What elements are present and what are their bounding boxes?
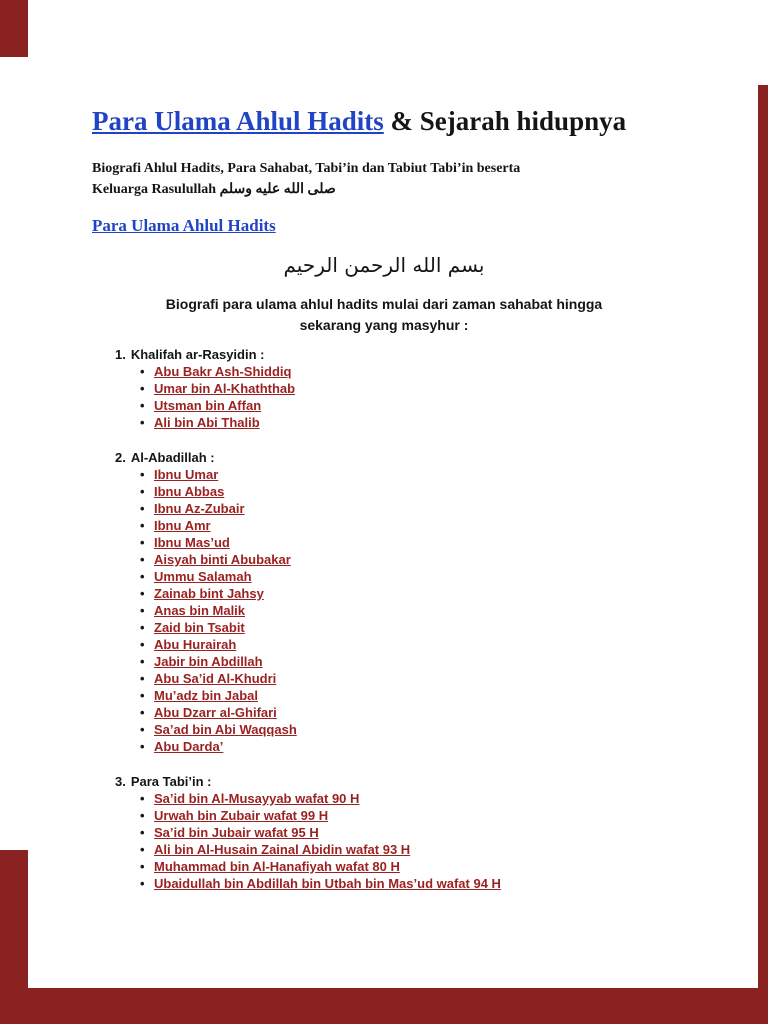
list-item (140, 602, 676, 619)
scholar-lists (92, 346, 676, 892)
list-item (140, 653, 676, 670)
document-title (92, 104, 676, 140)
page-edge-top-left (0, 0, 28, 57)
bullet-icon: • (140, 687, 145, 703)
bullet-icon: • (140, 466, 145, 482)
person-link[interactable]: Abu Sa’id Al-Khudri (154, 670, 277, 686)
bullet-icon: • (140, 585, 145, 601)
list-item (140, 670, 676, 687)
person-link[interactable]: Anas bin Malik (154, 602, 246, 618)
page-edge-right (758, 85, 768, 1024)
person-link[interactable]: Urwah bin Zubair wafat 99 H (154, 807, 329, 823)
bullet-icon: • (140, 619, 145, 635)
section-heading (115, 449, 676, 466)
title-suffix: & Sejarah hidupnya (383, 106, 627, 136)
bullet-icon: • (140, 858, 145, 874)
person-link[interactable]: Zainab bint Jahsy (154, 585, 264, 601)
person-link[interactable]: Ibnu Mas’ud (154, 534, 230, 550)
bullet-icon: • (140, 551, 145, 567)
list-item (140, 483, 676, 500)
subtitle-line-1: Biografi Ahlul Hadits, Para Sahabat, Tabi’in dan Tabiut Tabi’in beserta (92, 160, 521, 176)
bullet-icon: • (140, 602, 145, 618)
person-link[interactable]: Ali bin Al-Husain Zainal Abidin wafat 93 H (154, 841, 411, 857)
list-item (140, 875, 676, 892)
bullet-icon: • (140, 875, 145, 891)
list-item (140, 636, 676, 653)
person-link[interactable]: Jabir bin Abdillah (154, 653, 263, 669)
list-item (140, 414, 676, 431)
bullet-icon: • (140, 738, 145, 754)
section-abadillah (92, 449, 676, 755)
page-edge-bottom (0, 988, 768, 1024)
section-tabiin (92, 773, 676, 892)
list-item (140, 807, 676, 824)
bullet-icon: • (140, 500, 145, 516)
bullet-icon: • (140, 397, 145, 413)
bullet-icon: • (140, 534, 145, 550)
list-item (140, 568, 676, 585)
list-item (140, 500, 676, 517)
person-link[interactable]: Aisyah binti Abubakar (154, 551, 291, 567)
bullet-icon: • (140, 517, 145, 533)
bullet-icon: • (140, 704, 145, 720)
bullet-icon: • (140, 414, 145, 430)
bullet-icon: • (140, 636, 145, 652)
person-link[interactable]: Muhammad bin Al-Hanafiyah wafat 80 H (154, 858, 400, 874)
person-link[interactable]: Sa’id bin Jubair wafat 95 H (154, 824, 319, 840)
list-item (140, 380, 676, 397)
person-link[interactable]: Ibnu Umar (154, 466, 219, 482)
section-khalifah (92, 346, 676, 431)
section-title: Khalifah ar-Rasyidin : (130, 346, 265, 362)
bullet-icon: • (140, 807, 145, 823)
bullet-icon: • (140, 483, 145, 499)
person-link[interactable]: Zaid bin Tsabit (154, 619, 245, 635)
person-link[interactable]: Ibnu Az-Zubair (154, 500, 245, 516)
list-item (140, 841, 676, 858)
bullet-icon: • (140, 790, 145, 806)
person-link[interactable]: Ummu Salamah (154, 568, 252, 584)
intro-line-1: Biografi para ulama ahlul hadits mulai dari zaman sahabat hingga (165, 295, 603, 312)
person-link[interactable]: Abu Dzarr al-Ghifari (154, 704, 277, 720)
person-link[interactable]: Abu Darda’ (154, 738, 224, 754)
section-number: 2. (115, 449, 126, 465)
page-content (92, 104, 676, 892)
list-item (140, 585, 676, 602)
bullet-icon: • (140, 841, 145, 857)
person-link[interactable]: Ubaidullah bin Abdillah bin Utbah bin Mas’ud wafat 94 H (154, 875, 501, 891)
intro-line-2: sekarang yang masyhur : (299, 316, 469, 333)
bullet-icon: • (140, 568, 145, 584)
list-item (140, 738, 676, 755)
section-number: 3. (115, 773, 126, 789)
intro-text (92, 294, 676, 336)
person-link[interactable]: Sa’id bin Al-Musayyab wafat 90 H (154, 790, 360, 806)
list-item (140, 704, 676, 721)
section-number: 1. (115, 346, 126, 362)
section-link[interactable]: Para Ulama Ahlul Hadits (92, 215, 276, 235)
list-item (140, 824, 676, 841)
section-heading (115, 773, 676, 790)
list-item (140, 363, 676, 380)
person-link[interactable]: Sa’ad bin Abi Waqqash (154, 721, 297, 737)
bullet-icon: • (140, 721, 145, 737)
bullet-icon: • (140, 363, 145, 379)
title-link[interactable]: Para Ulama Ahlul Hadits (92, 106, 384, 136)
subtitle-line-2: Keluarga Rasulullah صلى الله عليه وسلم (92, 181, 336, 197)
bullet-icon: • (140, 380, 145, 396)
section-heading (115, 346, 676, 363)
person-link[interactable]: Ibnu Abbas (154, 483, 225, 499)
section-title: Para Tabi’in : (130, 773, 212, 789)
list-item (140, 397, 676, 414)
section-items (92, 790, 676, 892)
person-link[interactable]: Mu’adz bin Jabal (154, 687, 259, 703)
person-link[interactable]: Umar bin Al-Khaththab (154, 380, 296, 396)
list-item (140, 790, 676, 807)
person-link[interactable]: Abu Bakr Ash-Shiddiq (154, 363, 292, 379)
section-items (92, 363, 676, 431)
person-link[interactable]: Ibnu Amr (154, 517, 211, 533)
list-item (140, 534, 676, 551)
list-item (140, 466, 676, 483)
person-link[interactable]: Abu Hurairah (154, 636, 237, 652)
list-item (140, 858, 676, 875)
list-item (140, 721, 676, 738)
list-item (140, 687, 676, 704)
section-link-wrap (92, 216, 676, 236)
section-items (92, 466, 676, 755)
section-title: Al-Abadillah : (130, 449, 215, 465)
list-item (140, 551, 676, 568)
list-item (140, 619, 676, 636)
person-link[interactable]: Utsman bin Affan (154, 397, 262, 413)
basmala-text: بسم الله الرحمن الرحيم (283, 252, 485, 277)
bullet-icon: • (140, 824, 145, 840)
bullet-icon: • (140, 653, 145, 669)
list-item (140, 517, 676, 534)
bullet-icon: • (140, 670, 145, 686)
document-subtitle (92, 158, 676, 200)
person-link[interactable]: Ali bin Abi Thalib (154, 414, 260, 430)
